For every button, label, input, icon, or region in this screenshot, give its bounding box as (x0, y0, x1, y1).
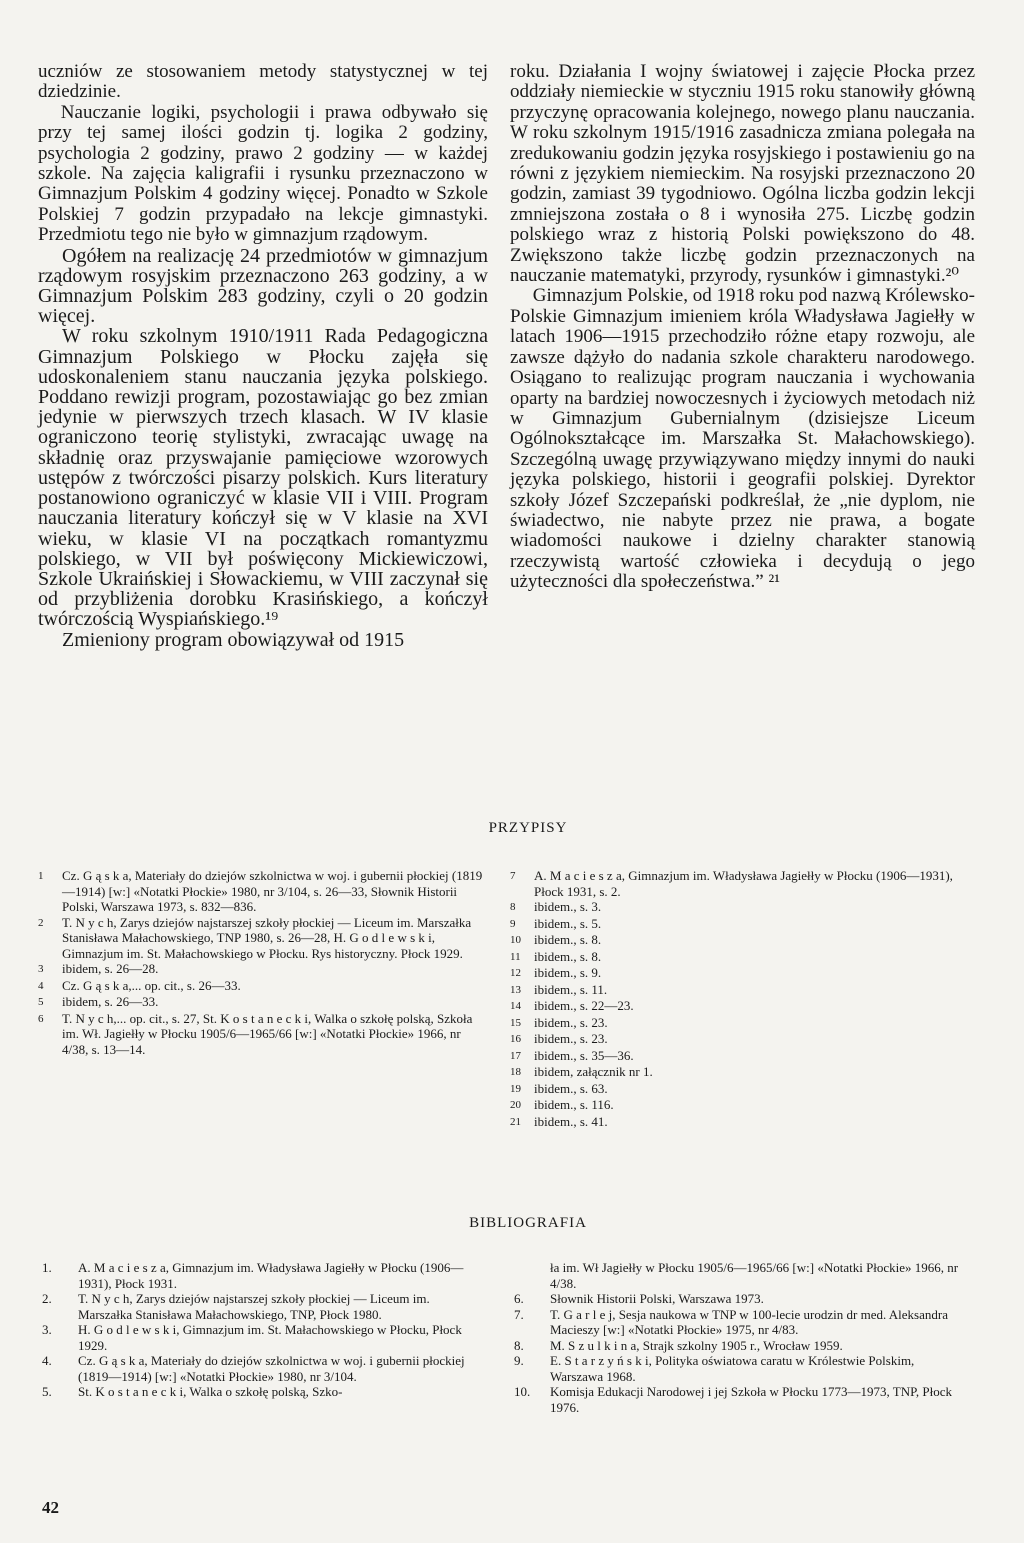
footnote-number: 18 (510, 1066, 521, 1078)
footnote-text: ibidem, s. 26—28. (62, 961, 159, 976)
footnote-number: 20 (510, 1099, 521, 1111)
footnote (510, 899, 960, 916)
footnote-text: Cz. G ą s k a,... op. cit., s. 26—33. (62, 977, 241, 993)
footnote-number: 15 (510, 1016, 521, 1029)
footnote (510, 1048, 960, 1065)
bibliography-number: 8. (514, 1337, 524, 1353)
footnote-text: A. M a c i e s z a, Gimnazjum im. Władysława Jagiełły w Płocku (1906—1931), Płock 1931, s. 2. (534, 868, 953, 899)
footnote-number: 1 (38, 870, 44, 882)
footnote-number: 12 (510, 967, 521, 979)
bibliography-item (510, 1291, 960, 1307)
bibliography-text: M. S z u l k i n a, Strajk szkolny 1905 r., Wrocław 1959. (550, 1337, 843, 1353)
left-text-column (38, 62, 488, 650)
bibliography-number: 7. (514, 1306, 524, 1322)
footnote-text: ibidem, s. 26—33. (62, 994, 159, 1009)
footnote-text: ibidem., s. 5. (534, 915, 602, 931)
bibliography-number: 5. (42, 1384, 52, 1399)
footnote (38, 915, 486, 962)
bibliography-number: 1. (42, 1260, 52, 1275)
bibliography-text: Słownik Historii Polski, Warszawa 1973. (550, 1291, 764, 1306)
bibliography-left (38, 1260, 486, 1400)
footnote (510, 1031, 960, 1048)
paragraph: W roku szkolnym 1910/1911 Rada Pedagogiczna Gimnazjum Polskiego w Płocku zajęła się udoskonaleniem stanu nauczania języka polskiego. Poddano rewizji program, pozostawiając go bez zmian jedynie w pierwszych trzech klasach. W IV klasie ograniczono teorię stylistyki, zwracając uwagę na składnię oraz przyswajanie pamięciowe wzorowych ustępów z twórczości pisarzy polskich. Kurs literatury postanowiono ograniczyć w klasie VII i VIII. Program nauczania literatury kończył się w V klasie na XVI wieku, w klasie VI na początkach romantyzmu polskiego, w VII był poświęcony Mickiewiczowi, Szkole Ukraińskiej i Słowackiemu, w VIII zaczynał się od przybliżenia dorobku Krasińskiego, a kończył twórczością Wyspiańskiego.¹⁹ (38, 325, 488, 631)
footnote (510, 1081, 960, 1098)
footnote (510, 1114, 960, 1131)
bibliography-text: St. K o s t a n e c k i, Walka o szkołę polską, Szko- (78, 1384, 343, 1399)
bibliography-item (38, 1353, 486, 1384)
footnote-text: ibidem, załącznik nr 1. (534, 1064, 653, 1079)
footnote-text: ibidem., s. 23. (534, 1031, 608, 1046)
footnote (38, 978, 486, 995)
footnote-text: Cz. G ą s k a, Materiały do dziejów szkolnictwa w woj. i gubernii płockiej (1819—1914) [w:] «Notatki Płockie» 1980, nr 3/104, s. 26—33, Słownik Historii Polski, Warszawa 1973, s. 832—836. (62, 868, 483, 914)
footnote (38, 1011, 486, 1058)
footnote-number: 7 (510, 870, 516, 882)
bibliography-text: Cz. G ą s k a, Materiały do dziejów szkolnictwa w woj. i gubernii płockiej (1819—1914) [w:] «Notatki Płockie» 1980, nr 3/104. (78, 1353, 465, 1384)
bibliography-text: H. G o d l e w s k i, Gimnazjum im. St. Małachowskiego w Płocku, Płock 1929. (78, 1322, 462, 1353)
footnote-text: ibidem., s. 22—23. (534, 998, 634, 1013)
footnote (38, 994, 486, 1011)
bibliography-text: T. G a r l e j, Sesja naukowa w TNP w 100-lecie urodzin dr med. Aleksandra Macieszy [w:] «Notatki Płockie» 1975, nr 4/83. (550, 1306, 948, 1337)
bibliography-item (510, 1353, 960, 1384)
bibliography-text: E. S t a r z y ń s k i, Polityka oświatowa caratu w Królestwie Polskim, Warszawa 1968. (550, 1353, 915, 1384)
paragraph: Nauczanie logiki, psychologii i prawa odbywało się przy tej samej ilości godzin tj. logika 2 godziny, psychologia 2 godziny, prawo 2 godziny — w każdej szkole. Na zajęcia kaligrafii i rysunku przeznaczono w Gimnazjum Polskim 4 godziny więcej. Ponadto w Szkole Polskiej 7 godzin przypadało na lekcje gimnastyki. Przedmiotu tego nie było w gimnazjum rządowym. (38, 101, 488, 246)
paragraph: Ogółem na realizację 24 przedmiotów w gimnazjum rządowym rosyjskim przeznaczono 263 godziny, a w Gimnazjum Polskim 283 godziny, czyli o 20 godzin więcej. (38, 244, 488, 328)
bibliography-item (510, 1384, 960, 1415)
footnote-number: 19 (510, 1082, 521, 1095)
bibliography-number: 10. (514, 1384, 531, 1399)
bibliography-text: ła im. Wł Jagiełły w Płocku 1905/6—1965/66 [w:] «Notatki Płockie» 1966, nr 4/38. (550, 1260, 959, 1291)
footnote (510, 982, 960, 999)
footnote-number: 14 (510, 1000, 521, 1012)
right-text-column (510, 62, 975, 593)
footnote (510, 998, 960, 1015)
footnote-text: ibidem., s. 23. (534, 1014, 608, 1030)
bibliography-item (38, 1260, 486, 1291)
bibliography-number (510, 1260, 550, 1291)
bibliography-item (38, 1384, 486, 1400)
footnotes-left (38, 868, 486, 1057)
bibliography-text: T. N y c h, Zarys dziejów najstarszej szkoły płockiej — Liceum im. Marszałka Stanisława Małachowskiego, TNP, Płock 1980. (78, 1291, 430, 1322)
footnote-text: ibidem., s. 9. (534, 965, 602, 980)
bibliography-item (510, 1260, 960, 1291)
footnote-number: 5 (38, 996, 44, 1008)
paragraph: roku. Działania I wojny światowej i zajęcie Płocka przez oddziały niemieckie w styczniu 1915 roku stanowiły główną przyczynę opracowania kolejnego, nowego planu nauczania. W roku szkolnym 1915/1916 zasadnicza zmiana polegała na zredukowaniu godzin języka rosyjskiego i postawieniu go na równi z językiem niemieckim. Na rosyjski przeznaczono 20 godzin, zamiast 39 tygodniowo. Ogólna liczba godzin lekcji zmniejszona została o 8 i wynosiła 275. Liczbę godzin polskiego wraz z historią Polski powiększono do 48. Zwiększono także liczbę godzin przeznaczonych na nauczanie matematyki, przyrody, rysunków i gimnastyki.²⁰ (510, 61, 975, 287)
footnote-text: ibidem., s. 41. (534, 1113, 608, 1129)
footnote-number: 13 (510, 983, 521, 996)
footnotes-heading: PRZYPISY (488, 820, 568, 836)
footnote-number: 17 (510, 1049, 521, 1062)
footnote-text: ibidem., s. 8. (534, 932, 602, 947)
footnote (510, 1015, 960, 1032)
bibliography-heading: BIBLIOGRAFIA (469, 1215, 587, 1231)
paragraph: uczniów ze stosowaniem metody statystycznej w tej dziedzinie. (38, 61, 488, 103)
page-number: 42 (42, 1498, 59, 1517)
footnote-text: T. N y c h, Zarys dziejów najstarszej szkoły płockiej — Liceum im. Marszałka Stanisława Małachowskiego, TNP 1980, s. 26—28, H. G o d l e w s k i, Gimnazjum im. St. Małachowskiego w Płocku. Rys historyczny. Płock 1929. (62, 914, 472, 961)
footnote-number: 8 (510, 901, 516, 913)
footnote (510, 932, 960, 949)
bibliography-number: 3. (42, 1322, 52, 1337)
bibliography-item (510, 1338, 960, 1354)
footnote-number: 10 (510, 934, 521, 946)
bibliography-text: A. M a c i e s z a, Gimnazjum im. Władysława Jagiełły w Płocku (1906—1931), Płock 1931. (78, 1260, 464, 1291)
footnote-text: ibidem., s. 8. (534, 948, 602, 964)
footnote-number: 16 (510, 1033, 521, 1045)
footnote-text: ibidem., s. 116. (534, 1097, 614, 1112)
footnote (510, 1064, 960, 1081)
footnotes-right (510, 868, 960, 1130)
footnote (510, 868, 960, 899)
bibliography-text: Komisja Edukacji Narodowej i jej Szkoła w Płocku 1773—1973, TNP, Płock 1976. (550, 1384, 952, 1415)
footnote-text: ibidem., s. 3. (534, 899, 602, 914)
footnote-number: 3 (38, 963, 44, 975)
bibliography-number: 4. (42, 1353, 52, 1368)
footnote (510, 1097, 960, 1114)
bibliography-right (510, 1260, 960, 1415)
bibliography-number: 2. (42, 1291, 52, 1306)
bibliography-item (38, 1322, 486, 1353)
footnote-text: T. N y c h,... op. cit., s. 27, St. K o s t a n e c k i, Walka o szkołę polską, Szkoła im. Wł. Jagiełły w Płocku 1905/6—1965/66 [w:] «Notatki Płockie» 1966, nr 4/38, s. 13—14. (62, 1010, 473, 1057)
paragraph: Gimnazjum Polskie, od 1918 roku pod nazwą Królewsko-Polskie Gimnazjum imieniem króla Władysława Jagiełły w latach 1906—1915 przechodziło różne etapy rozwoju, ale zawsze dążyło do nadania szkole charakteru narodowego. Osiągano to realizując program nauczania i wychowania oparty na bardziej nowoczesnych i życiowych metodach niż w Gimnazjum Gubernialnym (dzisiejsze Liceum Ogólnokształcące im. Marszałka St. Małachowskiego). Szczególną uwagę przywiązywano między innymi do nauki języka polskiego, historii i geografii polskiej. Dyrektor szkoły Józef Szczepański podkreślał, że „nie dyplom, nie świadectwo, nie nabyte przez nie prawa, a bogate wiadomości naukowe i dzielny charakter stanowią rzeczywistą wartość człowieka i decydują o jego użyteczności dla społeczeństwa.” ²¹ (510, 285, 976, 593)
bibliography-item (38, 1291, 486, 1322)
footnote-number: 21 (510, 1115, 521, 1128)
footnote-number: 9 (510, 917, 516, 930)
paragraph: Zmieniony program obowiązywał od 1915 (62, 628, 405, 651)
footnote-text: ibidem., s. 11. (534, 981, 608, 997)
footnote-number: 6 (38, 1012, 44, 1025)
footnote-text: ibidem., s. 35—36. (534, 1047, 634, 1063)
footnote-number: 11 (510, 950, 521, 963)
footnote (510, 949, 960, 966)
bibliography-item (510, 1307, 960, 1338)
footnote (38, 868, 486, 915)
bibliography-number: 6. (514, 1291, 524, 1306)
footnote-number: 4 (38, 979, 44, 992)
footnote (510, 916, 960, 933)
footnote-number: 2 (38, 916, 44, 929)
footnote (38, 961, 486, 978)
footnote (510, 965, 960, 982)
footnote-text: ibidem., s. 63. (534, 1080, 608, 1096)
bibliography-number: 9. (514, 1353, 524, 1368)
